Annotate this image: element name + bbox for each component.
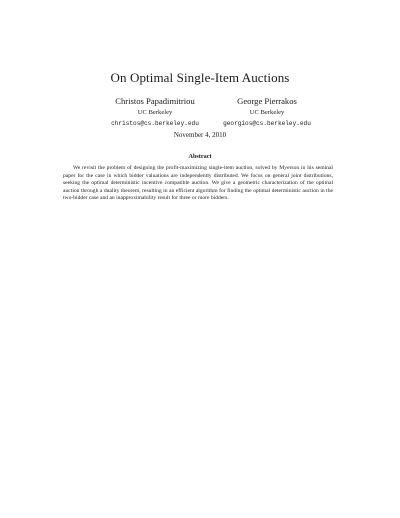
abstract-text: We revisit the problem of designing the profit-maximizing single-item auction, solved by Myerson in his seminal paper for the case in which bidder valuations are independently distributed. We focus on general joint distributions, seeking the optimal deterministic incentive compatible auction. We give a geometric characterization of the optimal auction through a duality theorem, resulting in an efficient algorithm for finding the optimal deterministic auction in the two-bidder case and an inapproximability result for three or more bidders. [63,165,333,202]
author-email: christos@cs.berkeley.edu [111,120,199,127]
paper-date: November 4, 2010 [173,131,227,139]
author-email: georgios@cs.berkeley.edu [223,120,311,127]
author-block-2 [192,96,342,129]
abstract-heading: Abstract [188,153,212,160]
author-affiliation: UC Berkeley [137,109,173,116]
author-affiliation: UC Berkeley [249,109,285,116]
author-name: Christos Papadimitriou [115,96,195,106]
author-name: George Pierrakos [237,96,297,106]
paper-title: On Optimal Single-Item Auctions [110,70,290,85]
